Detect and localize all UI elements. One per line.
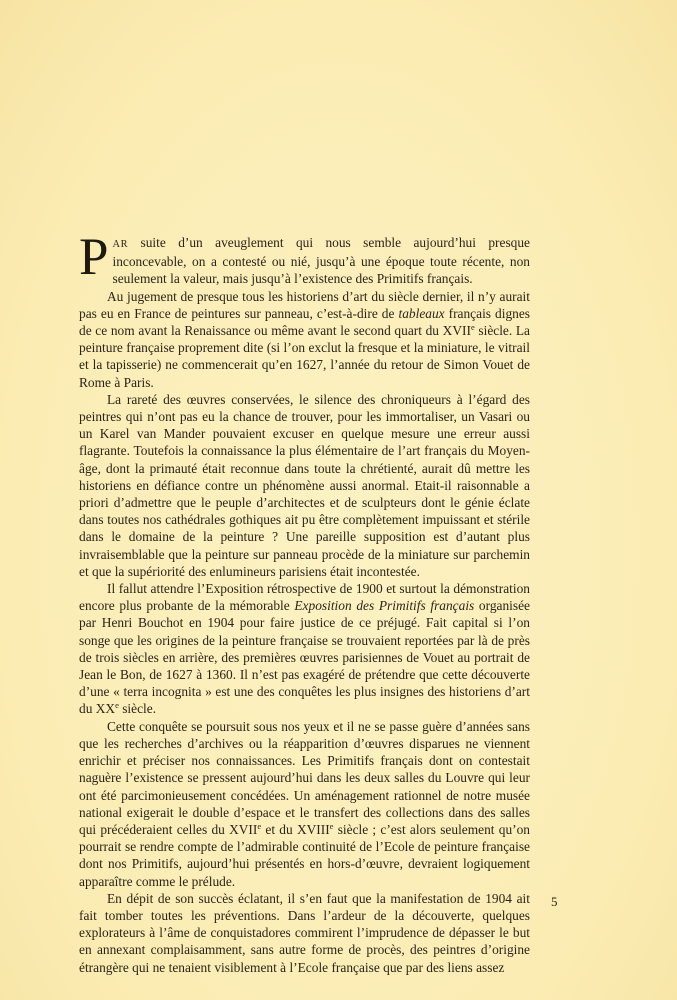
text-run: En dépit de son succès éclatant, il s’en faut que la manifestation de 1904 ait fait tomber toutes les préventions. Dans l’ardeur de la découverte, quelques explorateurs à l’âme de conquistadores commirent l’imprudence de dépasser le but en annexant complaisamment, sans autre forme de procès, des peintres d’origine étrangère qui ne tenaient visiblement à l’Ecole française que par des liens assez [79, 890, 530, 975]
paragraph [79, 718, 530, 890]
text-run: siècle. [118, 701, 157, 717]
page-number: 5 [551, 894, 558, 909]
italic-text: Exposition des Primitifs français [294, 598, 475, 614]
small-caps-text: AR [112, 239, 129, 250]
text-run: Cette conquête se poursuit sous nos yeux et il ne se passe guère d’années sans que les recherches d’archives ou la réapparition d’œuvres disparues ne viennent enrichir et préciser nos connaissances. Les Primitifs français dont on contestait naguère l’existence se pressent aujourd’hui dans les deux salles du Louvre qui leur ont été parcimonieusement concédées. Un aménagement rationnel de notre musée national exigerait le double d’espace et le transfert des collections dans des salles qui précéderaient celles du XVII [79, 718, 530, 837]
body-text [79, 228, 531, 976]
superscript: e [257, 820, 262, 831]
superscript: e [470, 322, 475, 333]
italic-text: tableaux [398, 305, 445, 321]
text-run: français dignes de ce nom avant la Renaissance ou même avant le second quart du XVII [79, 305, 530, 339]
text-run: organisée par Henri Bouchot en 1904 pour faire justice de ce préjugé. Fait capital si l’on songe que les origines de la peinture française se trouvaient reportées par là de près de trois siècles en arrière, des premières œuvres parisiennes de Vouet au portrait de Jean le Bon, de 1627 à 1360. Il n’est pas exagéré de prétendre que cette découverte d’une « terra incognita » est une des conquêtes les plus insignes des historiens d’art du XX [79, 598, 530, 717]
paragraph [79, 391, 530, 580]
text-run: siècle ; c’est alors seulement qu’on pourrait se rendre compte de l’admirable continuité de l’Ecole de peinture française dont nos Primitifs, aujourd’hui présentés en hors-d’œuvre, devraient logiquement apparaître comme le prélude. [79, 821, 530, 889]
paragraph [79, 228, 530, 288]
drop-cap: P [79, 228, 109, 286]
text-run: suite d’un aveuglement qui nous semble aujourd’hui presque inconcevable, on a contesté ou nié, jusqu’à une époque toute récente, non seulement la valeur, mais jusqu’à l’existence des Primitifs français. [112, 235, 530, 287]
superscript: e [115, 700, 119, 711]
text-run: La rareté des œuvres conservées, le silence des chroniqueurs à l’égard des peintres qui n’ont pas eu la chance de trouver, pour les immortaliser, un Vasari ou un Karel van Mander pouvaient excuser en quelque mesure une erreur aussi flagrante. Toutefois la connaissance la plus élémentaire de l’art français du Moyen-âge, dont la primauté était reconnue dans toute la chrétienté, aurait dû mettre les historiens en défiance contre un phénomène aussi anormal. Etait-il raisonnable a priori d’admettre que le peuple d’architectes et de sculpteurs dont le génie éclate dans toutes nos cathédrales gothiques ait pu être complètement impuissant et stérile dans le domaine de la peinture ? Une pareille supposition est d’autant plus invraisemblable que la peinture sur panneau procède de la miniature sur parchemin et que la supériorité des enlumineurs parisiens était incontestée. [79, 391, 530, 579]
text-run: et du XVIII [261, 821, 330, 837]
text-run: siècle. La peinture française proprement dite (si l’on exclut la fresque et la miniature, le vitrail et la tapisserie) ne commencerait qu’en 1627, l’année du retour de Simon Vouet de Rome à Paris. [79, 323, 531, 390]
paragraph [79, 288, 530, 391]
superscript: e [329, 820, 334, 831]
paragraph [79, 890, 530, 976]
paragraph [79, 580, 530, 718]
text-run: Il fallut attendre l’Exposition rétrospective de 1900 et surtout la démonstration encore plus probante de la mémorable [79, 581, 530, 614]
text-run: Au jugement de presque tous les historiens d’art du siècle dernier, il n’y aurait pas eu en France de peintures sur panneau, c’est-à-dire de [79, 288, 530, 321]
